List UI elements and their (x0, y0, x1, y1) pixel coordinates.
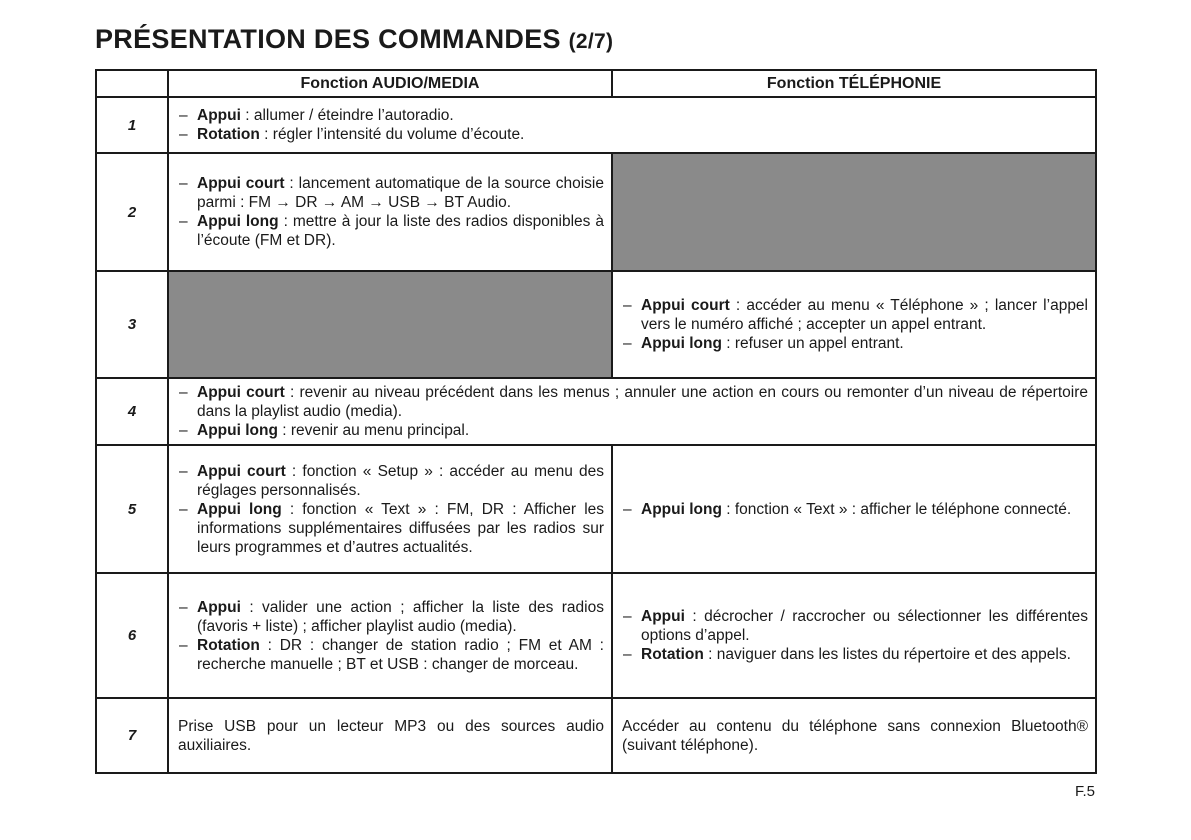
item-description: : valider une action ; afficher la liste des radios (favoris + liste) ; afficher playlist audio (media). (197, 598, 604, 635)
header-empty-cell (96, 70, 168, 97)
item-dash: – (179, 422, 188, 439)
item-action: Rotation (197, 126, 260, 143)
row-4 (96, 378, 1096, 445)
cell-text: Accéder au contenu du téléphone sans connexion Bluetooth® (suivant téléphone). (622, 717, 1088, 754)
item-dash: – (623, 335, 632, 352)
item-action: Appui court (197, 384, 285, 401)
row-number-cell: 7 (96, 698, 168, 773)
row-7-audio-media-cell (168, 698, 612, 773)
row-7 (96, 698, 1096, 773)
row-7-telephonie-cell (612, 698, 1096, 773)
item-action: Appui long (197, 422, 278, 439)
item-action: Appui long (197, 213, 279, 230)
item-action: Appui (197, 107, 241, 124)
item-action: Rotation (197, 636, 260, 654)
row-number-cell: 3 (96, 271, 168, 378)
page-title-counter: (2/7) (568, 30, 614, 53)
row-4-spanning-cell (168, 378, 1096, 445)
item-description: : décrocher / raccrocher ou sélectionner les différentes options d’appel. (641, 608, 1088, 644)
item-dash: – (179, 500, 188, 518)
item-action: Appui long (641, 500, 722, 518)
row-2-telephonie-blocked-cell (612, 153, 1096, 271)
list-item (178, 125, 1088, 144)
item-action: Appui long (641, 335, 722, 352)
row-6-telephonie-cell (612, 573, 1096, 698)
row-number-cell: 4 (96, 378, 168, 445)
item-action: Appui long (197, 500, 282, 518)
item-description: : accéder au menu « Téléphone » ; lancer l’appel vers le numéro affiché ; accepter un appel entrant. (641, 297, 1088, 333)
item-description: : fonction « Text » : FM, DR : Afficher les informations supplémentaires diffusées par les radios sur leurs programmes et d’autres actualités. (197, 500, 605, 556)
row-3-telephonie-cell (612, 271, 1096, 378)
list-item (178, 383, 1088, 421)
item-action: Rotation (641, 646, 704, 663)
header-row (96, 70, 1096, 97)
item-description: : régler l’intensité du volume d’écoute. (259, 126, 525, 143)
list-item (178, 636, 604, 674)
item-description: : naviguer dans les listes du répertoire et des appels. (703, 646, 1071, 663)
item-dash: – (179, 175, 188, 192)
cell-text: Prise USB pour un lecteur MP3 ou des sources audio auxiliaires. (178, 717, 604, 754)
item-dash: – (179, 126, 188, 143)
row-number-cell: 6 (96, 573, 168, 698)
item-dash: – (623, 646, 632, 663)
list-item (178, 421, 1088, 440)
list-item (622, 334, 1088, 353)
item-description: : revenir au menu principal. (277, 422, 470, 439)
item-description: : DR : changer de station radio ; FM et AM : recherche manuelle ; BT et USB : changer de morceau. (197, 636, 604, 673)
item-description: : mettre à jour la liste des radios disponibles à l’écoute (FM et DR). (197, 213, 604, 249)
item-dash: – (623, 500, 632, 518)
item-description: : refuser un appel entrant. (721, 335, 904, 352)
row-number-cell: 1 (96, 97, 168, 153)
item-description: : allumer / éteindre l’autoradio. (240, 107, 454, 124)
row-1-spanning-cell (168, 97, 1096, 153)
list-item (622, 607, 1088, 645)
list-item (178, 212, 604, 250)
item-description: : revenir au niveau précédent dans les menus ; annuler une action en cours ou remonter d’un niveau de répertoire dans la playlist audio (media). (197, 384, 1088, 420)
row-number-cell: 2 (96, 153, 168, 271)
row-number-cell: 5 (96, 445, 168, 573)
item-dash: – (623, 608, 632, 625)
item-dash: – (179, 213, 188, 230)
header-telephonie: Fonction TÉLÉPHONIE (612, 70, 1096, 97)
item-description: : fonction « Setup » : accéder au menu des réglages personnalisés. (197, 462, 604, 499)
item-action: Appui (197, 598, 241, 616)
page-title (95, 24, 613, 55)
row-2 (96, 153, 1096, 271)
row-6-audio-media-cell (168, 573, 612, 698)
list-item (178, 500, 604, 557)
item-action: Appui court (197, 175, 285, 192)
header-audio-media: Fonction AUDIO/MEDIA (168, 70, 612, 97)
item-dash: – (179, 598, 188, 616)
item-action: Appui court (197, 462, 286, 480)
list-item (178, 174, 604, 212)
list-item (622, 500, 1088, 519)
item-action: Appui court (641, 297, 730, 314)
item-action: Appui (641, 608, 685, 625)
row-5 (96, 445, 1096, 573)
item-dash: – (623, 297, 632, 314)
page-number: F.5 (1074, 783, 1095, 800)
row-2-audio-media-cell (168, 153, 612, 271)
item-dash: – (179, 107, 188, 124)
row-3 (96, 271, 1096, 378)
list-item (178, 106, 1088, 125)
row-1 (96, 97, 1096, 153)
item-dash: – (179, 636, 188, 654)
list-item (622, 296, 1088, 334)
commands-table (95, 69, 1097, 774)
row-3-audio-media-blocked-cell (168, 271, 612, 378)
row-6 (96, 573, 1096, 698)
item-description: : fonction « Text » : afficher le téléphone connecté. (721, 500, 1072, 518)
item-dash: – (179, 384, 188, 401)
row-5-telephonie-cell (612, 445, 1096, 573)
list-item (178, 598, 604, 636)
list-item (622, 645, 1088, 664)
page-title-text: PRÉSENTATION DES COMMANDES (95, 24, 561, 54)
item-dash: – (179, 462, 188, 480)
list-item (178, 462, 604, 500)
row-5-audio-media-cell (168, 445, 612, 573)
item-description: : lancement automatique de la source choisie parmi : FM → DR → AM → USB → BT Audio. (197, 175, 604, 211)
